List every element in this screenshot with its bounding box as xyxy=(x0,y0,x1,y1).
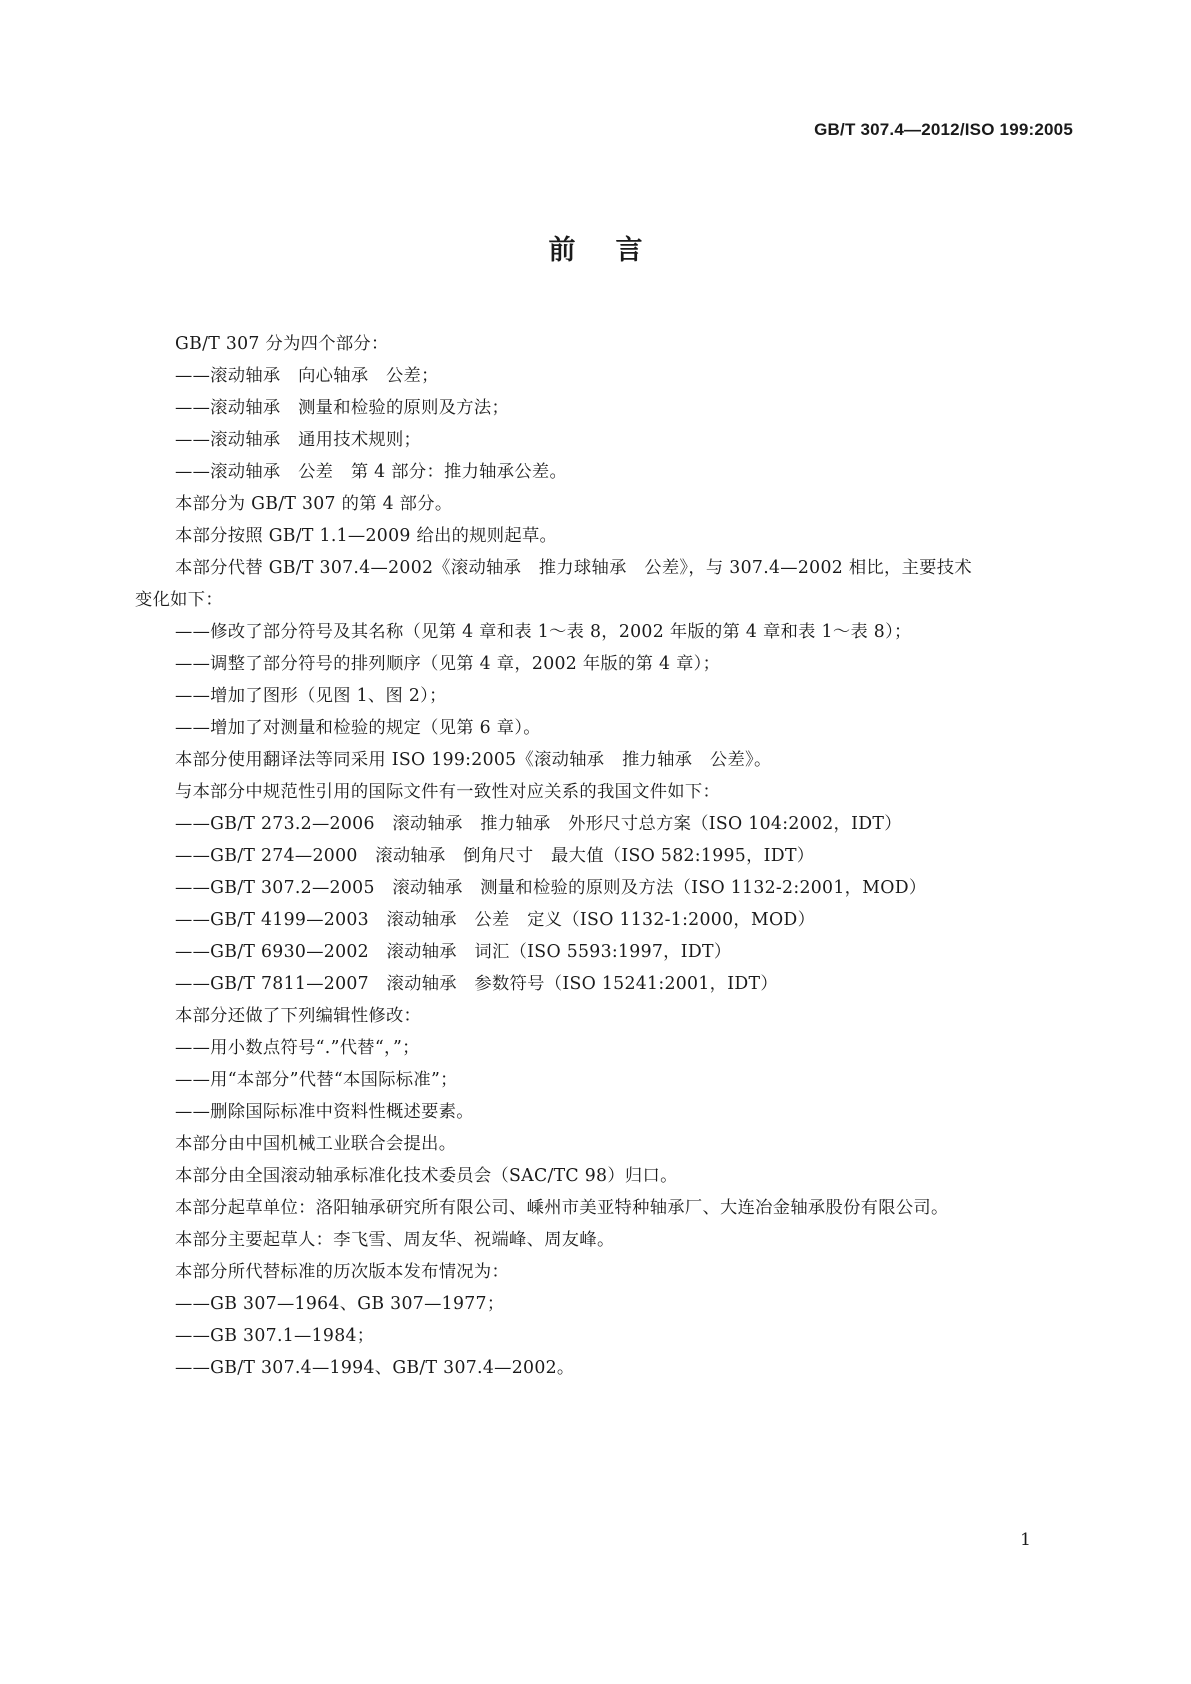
list-item: ——滚动轴承 公差 第 4 部分：推力轴承公差。 xyxy=(175,462,568,482)
list-item: ——GB/T 7811—2007 滚动轴承 参数符号（ISO 15241:2001，IDT） xyxy=(175,974,778,994)
text-line: 本部分代替 GB/T 307.4—2002《滚动轴承 推力球轴承 公差》，与 307.4—2002 相比，主要技术 xyxy=(175,558,972,578)
list-item: ——GB/T 4199—2003 滚动轴承 公差 定义（ISO 1132-1:2000，MOD） xyxy=(175,910,816,930)
standard-code-header: GB/T 307.4—2012/ISO 199:2005 xyxy=(814,120,1073,139)
list-item: ——修改了部分符号及其名称（见第 4 章和表 1～表 8，2002 年版的第 4 章和表 1～表 8）； xyxy=(175,622,912,642)
page-number: 1 xyxy=(1020,1530,1031,1550)
list-item: ——增加了图形（见图 1、图 2）； xyxy=(175,686,447,706)
list-item: ——用“本部分”代替“本国际标准”； xyxy=(175,1070,458,1090)
list-item: ——GB 307—1964、GB 307—1977； xyxy=(175,1294,505,1314)
list-item: ——GB/T 6930—2002 滚动轴承 词汇（ISO 5593:1997，IDT） xyxy=(175,942,732,962)
page-title: 前言 xyxy=(548,235,683,266)
text-line: 本部分使用翻译法等同采用 ISO 199:2005《滚动轴承 推力轴承 公差》。 xyxy=(175,750,772,770)
list-item: ——GB/T 273.2—2006 滚动轴承 推力轴承 外形尺寸总方案（ISO 104:2002，IDT） xyxy=(175,814,902,834)
text-line: 本部分主要起草人：李飞雪、周友华、祝端峰、周友峰。 xyxy=(175,1230,615,1250)
list-item: ——调整了部分符号的排列顺序（见第 4 章，2002 年版的第 4 章）； xyxy=(175,654,721,674)
text-line: GB/T 307 分为四个部分： xyxy=(175,334,389,354)
text-line: 本部分还做了下列编辑性修改： xyxy=(175,1006,422,1026)
list-item: ——滚动轴承 向心轴承 公差； xyxy=(175,366,439,386)
text-line: 与本部分中规范性引用的国际文件有一致性对应关系的我国文件如下： xyxy=(175,782,721,802)
text-line: 本部分按照 GB/T 1.1—2009 给出的规则起草。 xyxy=(175,526,558,546)
foreword-body xyxy=(135,328,1061,1384)
text-line: 本部分由中国机械工业联合会提出。 xyxy=(175,1134,457,1154)
list-item: ——GB/T 307.4—1994、GB/T 307.4—2002。 xyxy=(175,1358,575,1378)
list-item: ——GB/T 307.2—2005 滚动轴承 测量和检验的原则及方法（ISO 1132-2:2001，MOD） xyxy=(175,878,927,898)
list-item: ——增加了对测量和检验的规定（见第 6 章）。 xyxy=(175,718,541,738)
text-line: 本部分由全国滚动轴承标准化技术委员会（SAC/TC 98）归口。 xyxy=(175,1166,678,1186)
text-line: 本部分所代替标准的历次版本发布情况为： xyxy=(175,1262,510,1282)
text-line: 变化如下： xyxy=(135,590,223,610)
text-line: 本部分起草单位：洛阳轴承研究所有限公司、嵊州市美亚特种轴承厂、大连冶金轴承股份有限公司。 xyxy=(175,1198,949,1218)
list-item: ——滚动轴承 通用技术规则； xyxy=(175,430,422,450)
list-item: ——GB 307.1—1984； xyxy=(175,1326,375,1346)
list-item: ——用小数点符号“.”代替“，”； xyxy=(175,1038,420,1058)
list-item: ——删除国际标准中资料性概述要素。 xyxy=(175,1102,474,1122)
list-item: ——GB/T 274—2000 滚动轴承 倒角尺寸 最大值（ISO 582:1995，IDT） xyxy=(175,846,815,866)
text-line: 本部分为 GB/T 307 的第 4 部分。 xyxy=(175,494,453,514)
list-item: ——滚动轴承 测量和检验的原则及方法； xyxy=(175,398,510,418)
